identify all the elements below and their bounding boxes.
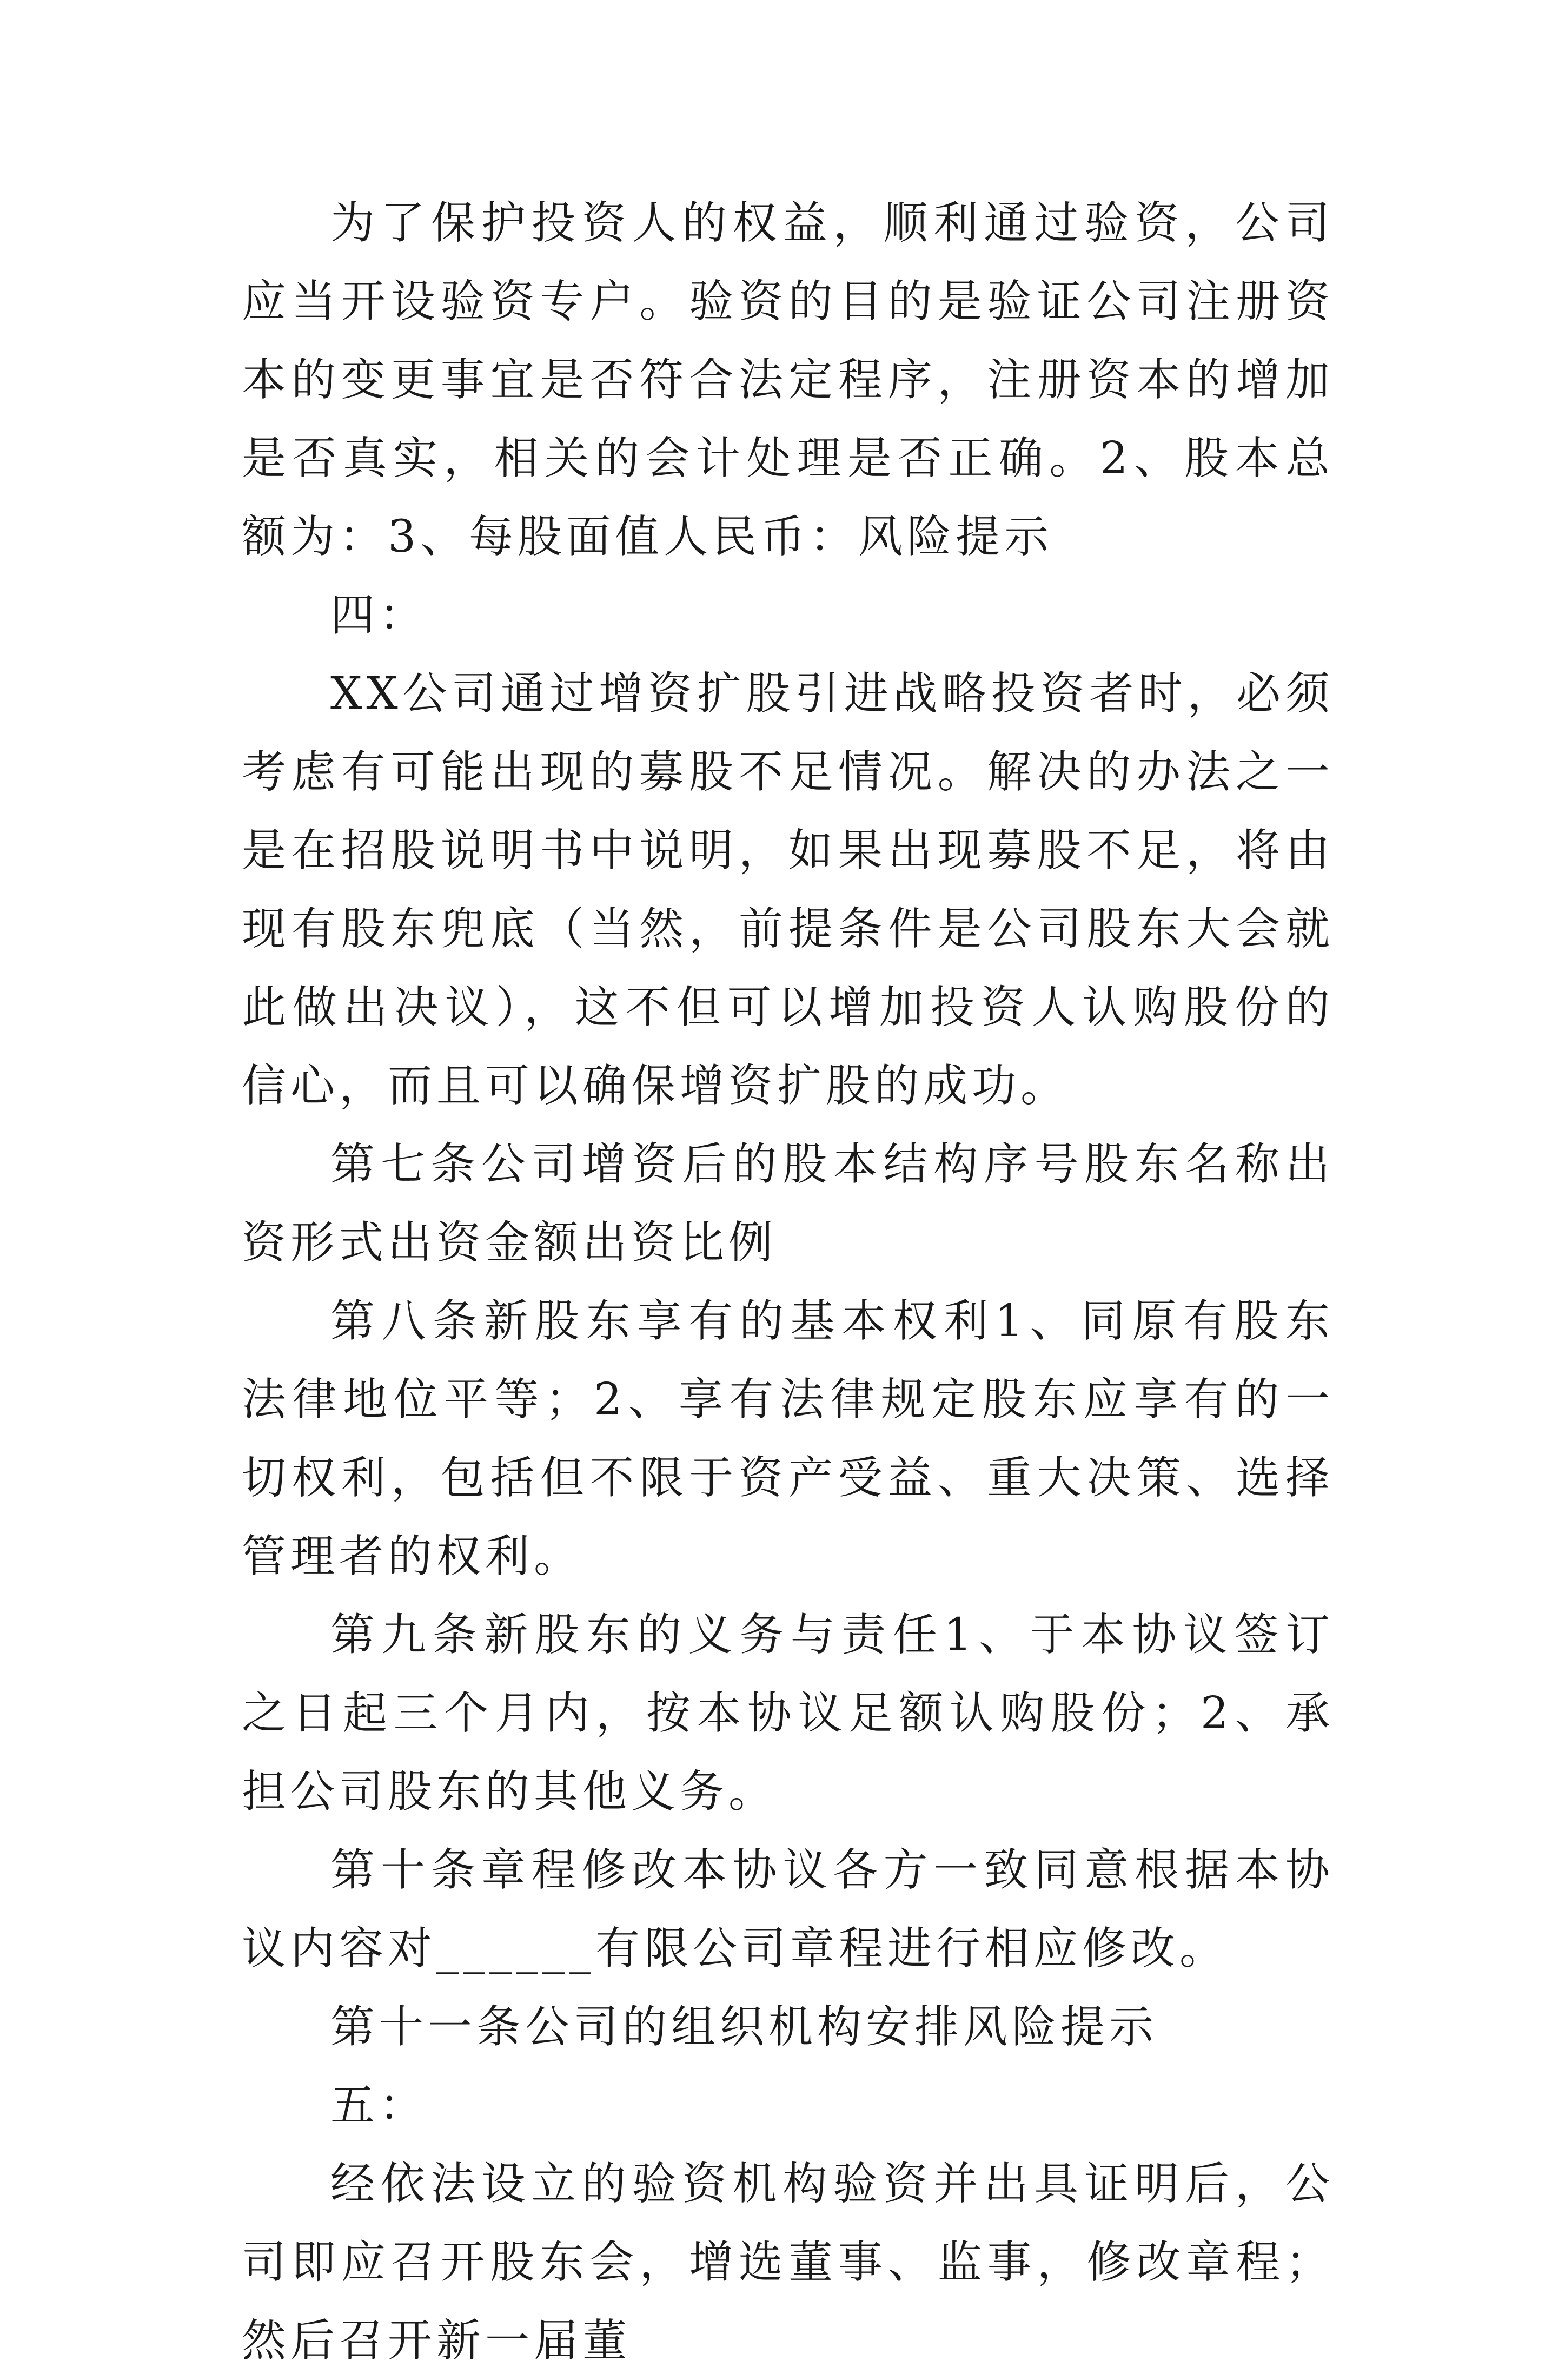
document-body: [242, 184, 1334, 2380]
paragraph-undersubscription: XX公司通过增资扩股引进战略投资者时，必须考虑有可能出现的募股不足情况。解决的办法之一是在招股说明书中说明，如果出现募股不足，将由现有股东兜底（当然，前提条件是公司股东大会就此做出决议），这不但可以增加投资人认购股份的信心，而且可以确保增资扩股的成功。: [242, 668, 1334, 1112]
article-eleven: 第十一条公司的组织机构安排风险提示: [330, 2001, 1158, 2053]
article-nine: 第九条新股东的义务与责任1、于本协议签订之日起三个月内，按本协议足额认购股份；2、承担公司股东的其他义务。: [242, 1609, 1334, 1817]
paragraph-shareholder-meeting: 经依法设立的验资机构验资并出具证明后，公司即应召开股东会，增选董事、监事，修改章程；然后召开新一届董: [242, 2158, 1334, 2366]
paragraph-capital-verification: 为了保护投资人的权益，顺利通过验资，公司应当开设验资专户。验资的目的是验证公司注册资本的变更事宜是否符合法定程序，注册资本的增加是否真实，相关的会计处理是否正确。2、股本总额为：3、每股面值人民币：风险提示: [242, 197, 1334, 563]
risk-heading-four: 四：: [330, 590, 428, 641]
article-seven: 第七条公司增资后的股本结构序号股东名称出资形式出资金额出资比例: [242, 1139, 1334, 1268]
risk-heading-five: 五：: [330, 2080, 428, 2131]
article-ten: 第十条章程修改本协议各方一致同意根据本协议内容对______有限公司章程进行相应修改。: [242, 1844, 1334, 1974]
article-eight: 第八条新股东享有的基本权利1、同原有股东法律地位平等；2、享有法律规定股东应享有的一切权利，包括但不限于资产受益、重大决策、选择管理者的权利。: [242, 1295, 1334, 1582]
